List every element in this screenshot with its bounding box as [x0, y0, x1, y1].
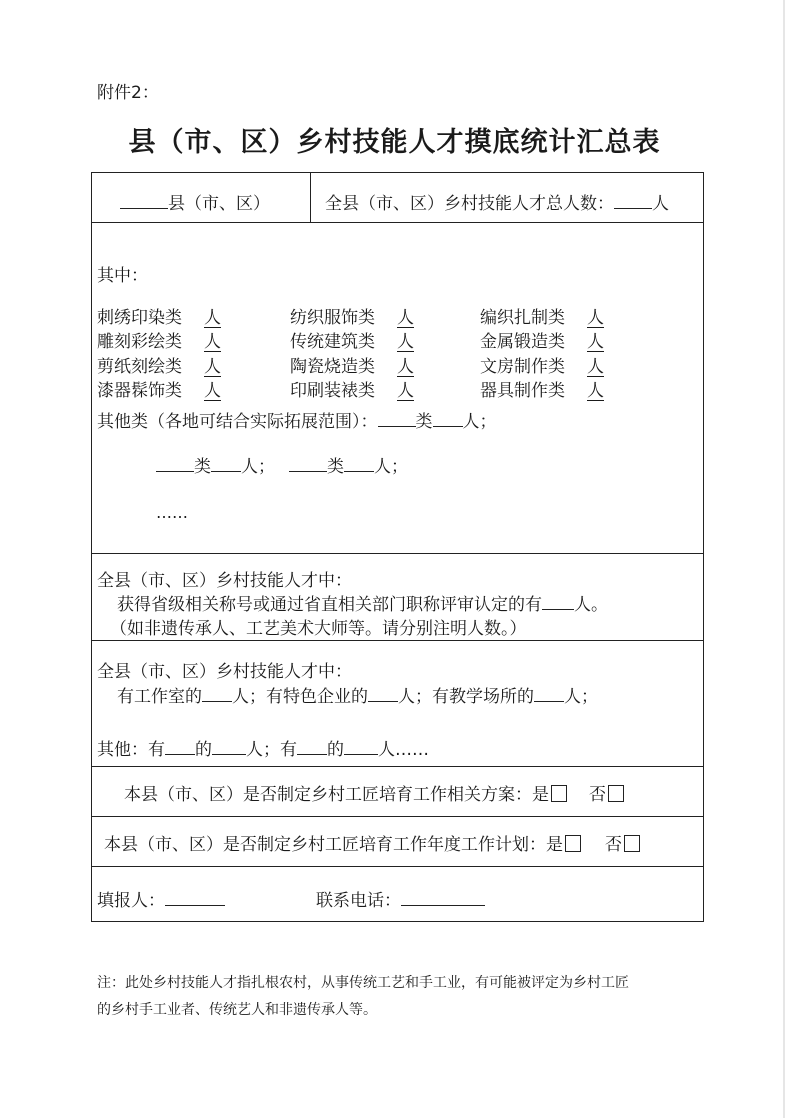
category-count-blank[interactable]: 人 — [204, 357, 221, 377]
row-rule-6 — [91, 866, 704, 867]
person-end: 人…… — [378, 740, 429, 760]
footnote-line-1: 注：此处乡村技能人才指扎根农村，从事传统工艺和手工业，有可能被评定为乡村工匠 — [97, 975, 629, 991]
filler-blank[interactable] — [165, 889, 225, 906]
other-count-blank[interactable] — [433, 410, 463, 427]
semicolon: ； — [258, 457, 275, 477]
form-title: 县（市、区）乡村技能人才摸底统计汇总表 — [128, 127, 661, 158]
total-count-blank[interactable] — [614, 192, 652, 209]
phone-blank[interactable] — [401, 889, 485, 906]
county-label: 县（市、区） — [168, 194, 270, 214]
category-item[interactable] — [290, 376, 414, 401]
other-category-line-2[interactable] — [156, 452, 408, 477]
form-table — [91, 172, 704, 922]
other-count-blank-1[interactable] — [212, 738, 246, 755]
category-count-blank[interactable]: 人 — [587, 308, 604, 328]
person-word: 人 — [374, 457, 391, 477]
class-word: 类 — [327, 457, 344, 477]
other-count-blank-2[interactable] — [211, 455, 241, 472]
semicolon: ； — [391, 457, 408, 477]
row-rule-1 — [91, 222, 704, 223]
category-name: 传统建筑类 — [290, 332, 375, 352]
honors-line[interactable] — [117, 590, 608, 615]
category-item[interactable] — [290, 303, 414, 328]
filler-label: 填报人： — [97, 891, 165, 911]
teaching-label: 人；有教学场所的 — [398, 687, 534, 707]
category-count-blank[interactable]: 人 — [587, 357, 604, 377]
row-rule-5 — [91, 816, 704, 817]
category-name: 雕刻彩绘类 — [97, 332, 182, 352]
category-item[interactable] — [480, 327, 604, 352]
other-count-blank-2[interactable] — [344, 738, 378, 755]
row-rule-3 — [91, 640, 704, 641]
honors-heading: 全县（市、区）乡村技能人才中： — [97, 571, 352, 591]
class-word: 类 — [415, 412, 433, 432]
annual-plan-question-text: 本县（市、区）是否制定乡村工匠培育工作年度工作计划：是 — [104, 835, 563, 855]
category-count-blank[interactable]: 人 — [397, 332, 414, 352]
total-unit: 人 — [652, 194, 669, 214]
category-count-blank[interactable]: 人 — [397, 308, 414, 328]
phone-field[interactable] — [316, 886, 485, 911]
category-name: 刺绣印染类 — [97, 308, 182, 328]
annual-no-label: 否 — [605, 835, 622, 855]
category-item[interactable] — [97, 352, 221, 377]
row-rule-4 — [91, 766, 704, 767]
category-count-blank[interactable]: 人 — [587, 381, 604, 401]
annual-plan-question — [104, 830, 642, 855]
person-word: 人 — [462, 412, 480, 432]
category-count-blank[interactable]: 人 — [204, 332, 221, 352]
other-label: 其他：有 — [97, 740, 165, 760]
person-sep: 人；有 — [246, 740, 297, 760]
plan-no-checkbox[interactable] — [608, 785, 624, 802]
category-name: 漆器髹饰类 — [97, 381, 182, 401]
category-name: 器具制作类 — [480, 381, 565, 401]
facilities-heading: 全县（市、区）乡村技能人才中： — [97, 662, 352, 682]
filler-field[interactable] — [97, 886, 225, 911]
honors-unit: 人。 — [574, 595, 608, 615]
honors-count-blank[interactable] — [542, 593, 574, 610]
facilities-other-line[interactable] — [97, 735, 429, 760]
category-item[interactable] — [97, 303, 221, 328]
other-class-blank[interactable] — [378, 410, 416, 427]
studio-count-blank[interactable] — [202, 685, 232, 702]
person-word: 人 — [241, 457, 258, 477]
studio-label: 有工作室的 — [117, 687, 202, 707]
other-class-blank-2[interactable] — [156, 455, 194, 472]
ellipsis: …… — [156, 503, 188, 522]
breakdown-label: 其中： — [97, 266, 148, 286]
teaching-count-blank[interactable] — [534, 685, 564, 702]
other-count-blank-3[interactable] — [344, 455, 374, 472]
category-count-blank[interactable]: 人 — [587, 332, 604, 352]
category-item[interactable] — [97, 327, 221, 352]
category-name: 剪纸刻绘类 — [97, 357, 182, 377]
row-rule-2 — [91, 553, 704, 554]
category-name: 印刷装裱类 — [290, 381, 375, 401]
phone-label: 联系电话： — [316, 891, 401, 911]
category-item[interactable] — [480, 376, 604, 401]
footnote-line-2: 的乡村手工业者、传统艺人和非遗传承人等。 — [97, 1002, 377, 1018]
category-item[interactable] — [290, 352, 414, 377]
of-word: 的 — [195, 740, 212, 760]
category-count-blank[interactable]: 人 — [397, 357, 414, 377]
category-count-blank[interactable]: 人 — [204, 381, 221, 401]
county-name-field[interactable] — [120, 189, 270, 214]
category-name: 编织扎制类 — [480, 308, 565, 328]
category-count-blank[interactable]: 人 — [204, 308, 221, 328]
category-item[interactable] — [480, 303, 604, 328]
teaching-unit: 人； — [564, 687, 598, 707]
of-word: 的 — [327, 740, 344, 760]
class-word: 类 — [194, 457, 211, 477]
other-type-blank-1[interactable] — [165, 738, 195, 755]
total-count-field[interactable] — [325, 189, 669, 214]
enterprise-label: 人；有特色企业的 — [232, 687, 368, 707]
header-divider — [310, 172, 311, 222]
attachment-label: 附件2： — [97, 83, 159, 103]
total-label: 全县（市、区）乡村技能人才总人数： — [325, 194, 614, 214]
category-name: 金属锻造类 — [480, 332, 565, 352]
plan-question — [124, 780, 626, 805]
honors-text: 获得省级相关称号或通过省直相关部门职称评审认定的有 — [117, 595, 542, 615]
plan-yes-checkbox[interactable] — [551, 785, 567, 802]
enterprise-count-blank[interactable] — [368, 685, 398, 702]
semicolon: ； — [479, 412, 497, 432]
honors-note: （如非遗传承人、工艺美术大师等。请分别注明人数。） — [110, 619, 527, 639]
category-item[interactable] — [480, 352, 604, 377]
plan-question-text: 本县（市、区）是否制定乡村工匠培育工作相关方案：是 — [124, 785, 549, 805]
category-name: 文房制作类 — [480, 357, 565, 377]
other-category-label: 其他类（各地可结合实际拓展范围）： — [97, 412, 378, 432]
scan-edge — [783, 0, 785, 1118]
other-class-blank-3[interactable] — [289, 455, 327, 472]
other-category-line[interactable] — [97, 407, 497, 432]
county-name-blank[interactable] — [120, 192, 168, 209]
category-item[interactable] — [290, 327, 414, 352]
other-type-blank-2[interactable] — [297, 738, 327, 755]
footnote — [97, 970, 629, 1024]
plan-no-label: 否 — [589, 785, 606, 805]
category-count-blank[interactable]: 人 — [397, 381, 414, 401]
category-name: 纺织服饰类 — [290, 308, 375, 328]
category-name: 陶瓷烧造类 — [290, 357, 375, 377]
category-item[interactable] — [97, 376, 221, 401]
annual-yes-checkbox[interactable] — [565, 835, 581, 852]
facilities-line[interactable] — [117, 682, 598, 707]
annual-no-checkbox[interactable] — [624, 835, 640, 852]
